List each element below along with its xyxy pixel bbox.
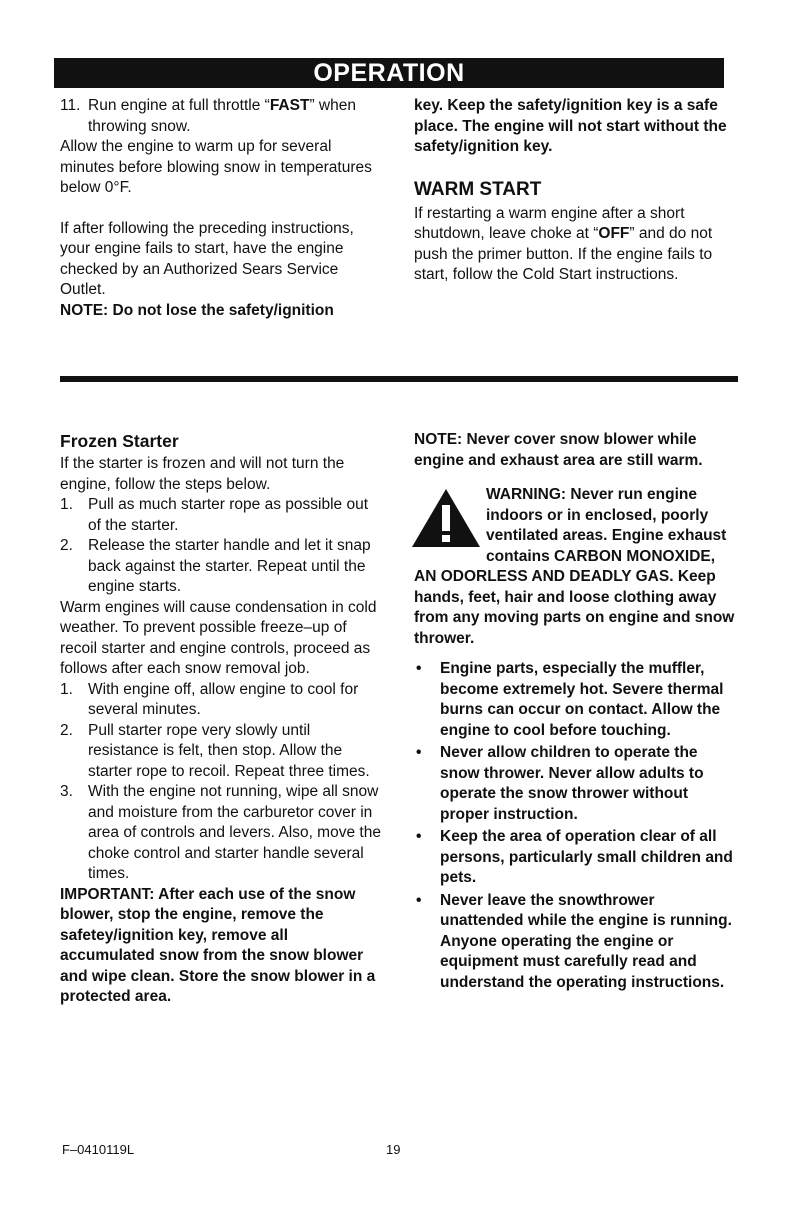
note-ignition-start: NOTE: Do not lose the safety/ignition: [60, 301, 334, 319]
list-item: [414, 659, 736, 741]
frozen-steps-a: [60, 495, 384, 598]
warning-paragraph: [414, 485, 736, 649]
note-cover-blower: NOTE: Never cover snow blower while engine and exhaust area are still warm.: [414, 431, 703, 469]
list-item: [414, 743, 736, 825]
safety-bullets: [414, 659, 736, 993]
step-number: 2.: [60, 721, 73, 739]
fast-keyword: FAST: [269, 97, 310, 114]
frozen-starter-heading: Frozen Starter: [60, 431, 179, 451]
bullet-text: Engine parts, especially the muffler, become extremely hot. Severe thermal burns can occur on contact. Allow the engine to cool before touching.: [440, 660, 724, 739]
warm-engines-paragraph: Warm engines will cause condensation in cold weather. To prevent possible freeze–up of recoil starter and engine controls, proceed as follows after each snow removal job.: [60, 598, 377, 677]
fails-paragraph: If after following the preceding instructions, your engine fails to start, have the engine checked by an Authorized Sears Service Outlet.: [60, 219, 354, 298]
page-number: 19: [386, 1142, 401, 1157]
bullet-dot: •: [416, 660, 422, 677]
step-number: 1.: [60, 680, 73, 698]
list-item: [414, 891, 736, 994]
warm-start-paragraph: [414, 204, 736, 286]
warmup-paragraph: Allow the engine to warm up for several minutes before blowing snow in temperatures below 0°F.: [60, 138, 372, 196]
step-text: Pull starter rope very slowly until resistance is felt, then stop. Allow the starter rope to recoil. Repeat three times.: [88, 721, 370, 780]
bullet-text: Never leave the snowthrower unattended while the engine is running. Anyone operating the engine or equipment must carefully read and understand the operating instructions.: [440, 891, 732, 991]
step-number: 11.: [60, 97, 81, 114]
bullet-dot: •: [416, 744, 422, 761]
warning-text: WARNING: Never run engine indoors or in enclosed, poorly ventilated areas. Engine exhaust contains CARBON MONOXIDE, AN ODORLESS AND DEADLY GAS. Keep hands, feet, hair and loose clothing away from any moving parts on engine and snow thrower.: [414, 486, 735, 647]
step-text: With engine off, allow engine to cool for several minutes.: [88, 680, 359, 718]
step-text: Pull as much starter rope as possible out of the starter.: [88, 496, 368, 534]
warm-start-text-post: ” and do not push the primer button. If the engine fails to start, follow the Cold Start instructions.: [414, 225, 713, 283]
step-number: 3.: [60, 783, 73, 800]
safety-column: [414, 430, 736, 995]
section-title: OPERATION: [313, 59, 465, 87]
bullet-dot: •: [416, 828, 422, 845]
note-ignition-continued: key. Keep the safety/ignition key is a safe place. The engine will not start without the safety/ignition key.: [414, 97, 727, 155]
step-11: [60, 96, 382, 137]
step-number: 2.: [60, 537, 73, 554]
list-item: [414, 827, 736, 889]
warning-triangle-icon: [410, 487, 482, 549]
frozen-intro: If the starter is frozen and will not turn the engine, follow the steps below.: [60, 455, 345, 493]
top-right-column: [414, 96, 736, 286]
frozen-starter-column: [60, 430, 384, 1008]
step-number: 1.: [60, 496, 73, 513]
list-item: [60, 536, 384, 598]
warm-start-text-pre: If restarting a warm engine after a short shutdown, leave choke at “: [414, 204, 685, 242]
step-text: With the engine not running, wipe all snow and moisture from the carburetor cover in area of controls and levers. Also, move the choke control and starter handle several times.: [88, 783, 381, 882]
list-item: [60, 680, 384, 721]
bullet-text: Never allow children to operate the snow thrower. Never allow adults to operate the snow thrower without proper instruction.: [440, 744, 704, 823]
section-divider: [60, 376, 738, 382]
important-paragraph: IMPORTANT: After each use of the snow blower, stop the engine, remove the safetey/ignition key, remove all accumulated snow from the snow blower and wipe clean. Store the snow blower in a protected area.: [60, 885, 376, 1005]
step-list-top: [60, 96, 382, 137]
top-left-column: [60, 96, 382, 321]
step-text: Release the starter handle and let it snap back against the starter. Repeat until the engine starts.: [88, 537, 371, 595]
list-item: [60, 782, 384, 885]
bullet-text: Keep the area of operation clear of all persons, particularly small children and pets.: [440, 828, 733, 886]
step-text-post: ” when throwing snow.: [88, 97, 356, 135]
off-keyword: OFF: [598, 225, 630, 242]
section-header: [54, 58, 724, 88]
list-item: [60, 495, 384, 536]
list-item: [60, 721, 384, 783]
bullet-dot: •: [416, 891, 422, 909]
frozen-steps-b: [60, 680, 384, 885]
step-text-pre: Run engine at full throttle “: [88, 97, 270, 114]
document-code: F–0410119L: [62, 1142, 135, 1157]
warm-start-heading: WARM START: [414, 178, 542, 200]
